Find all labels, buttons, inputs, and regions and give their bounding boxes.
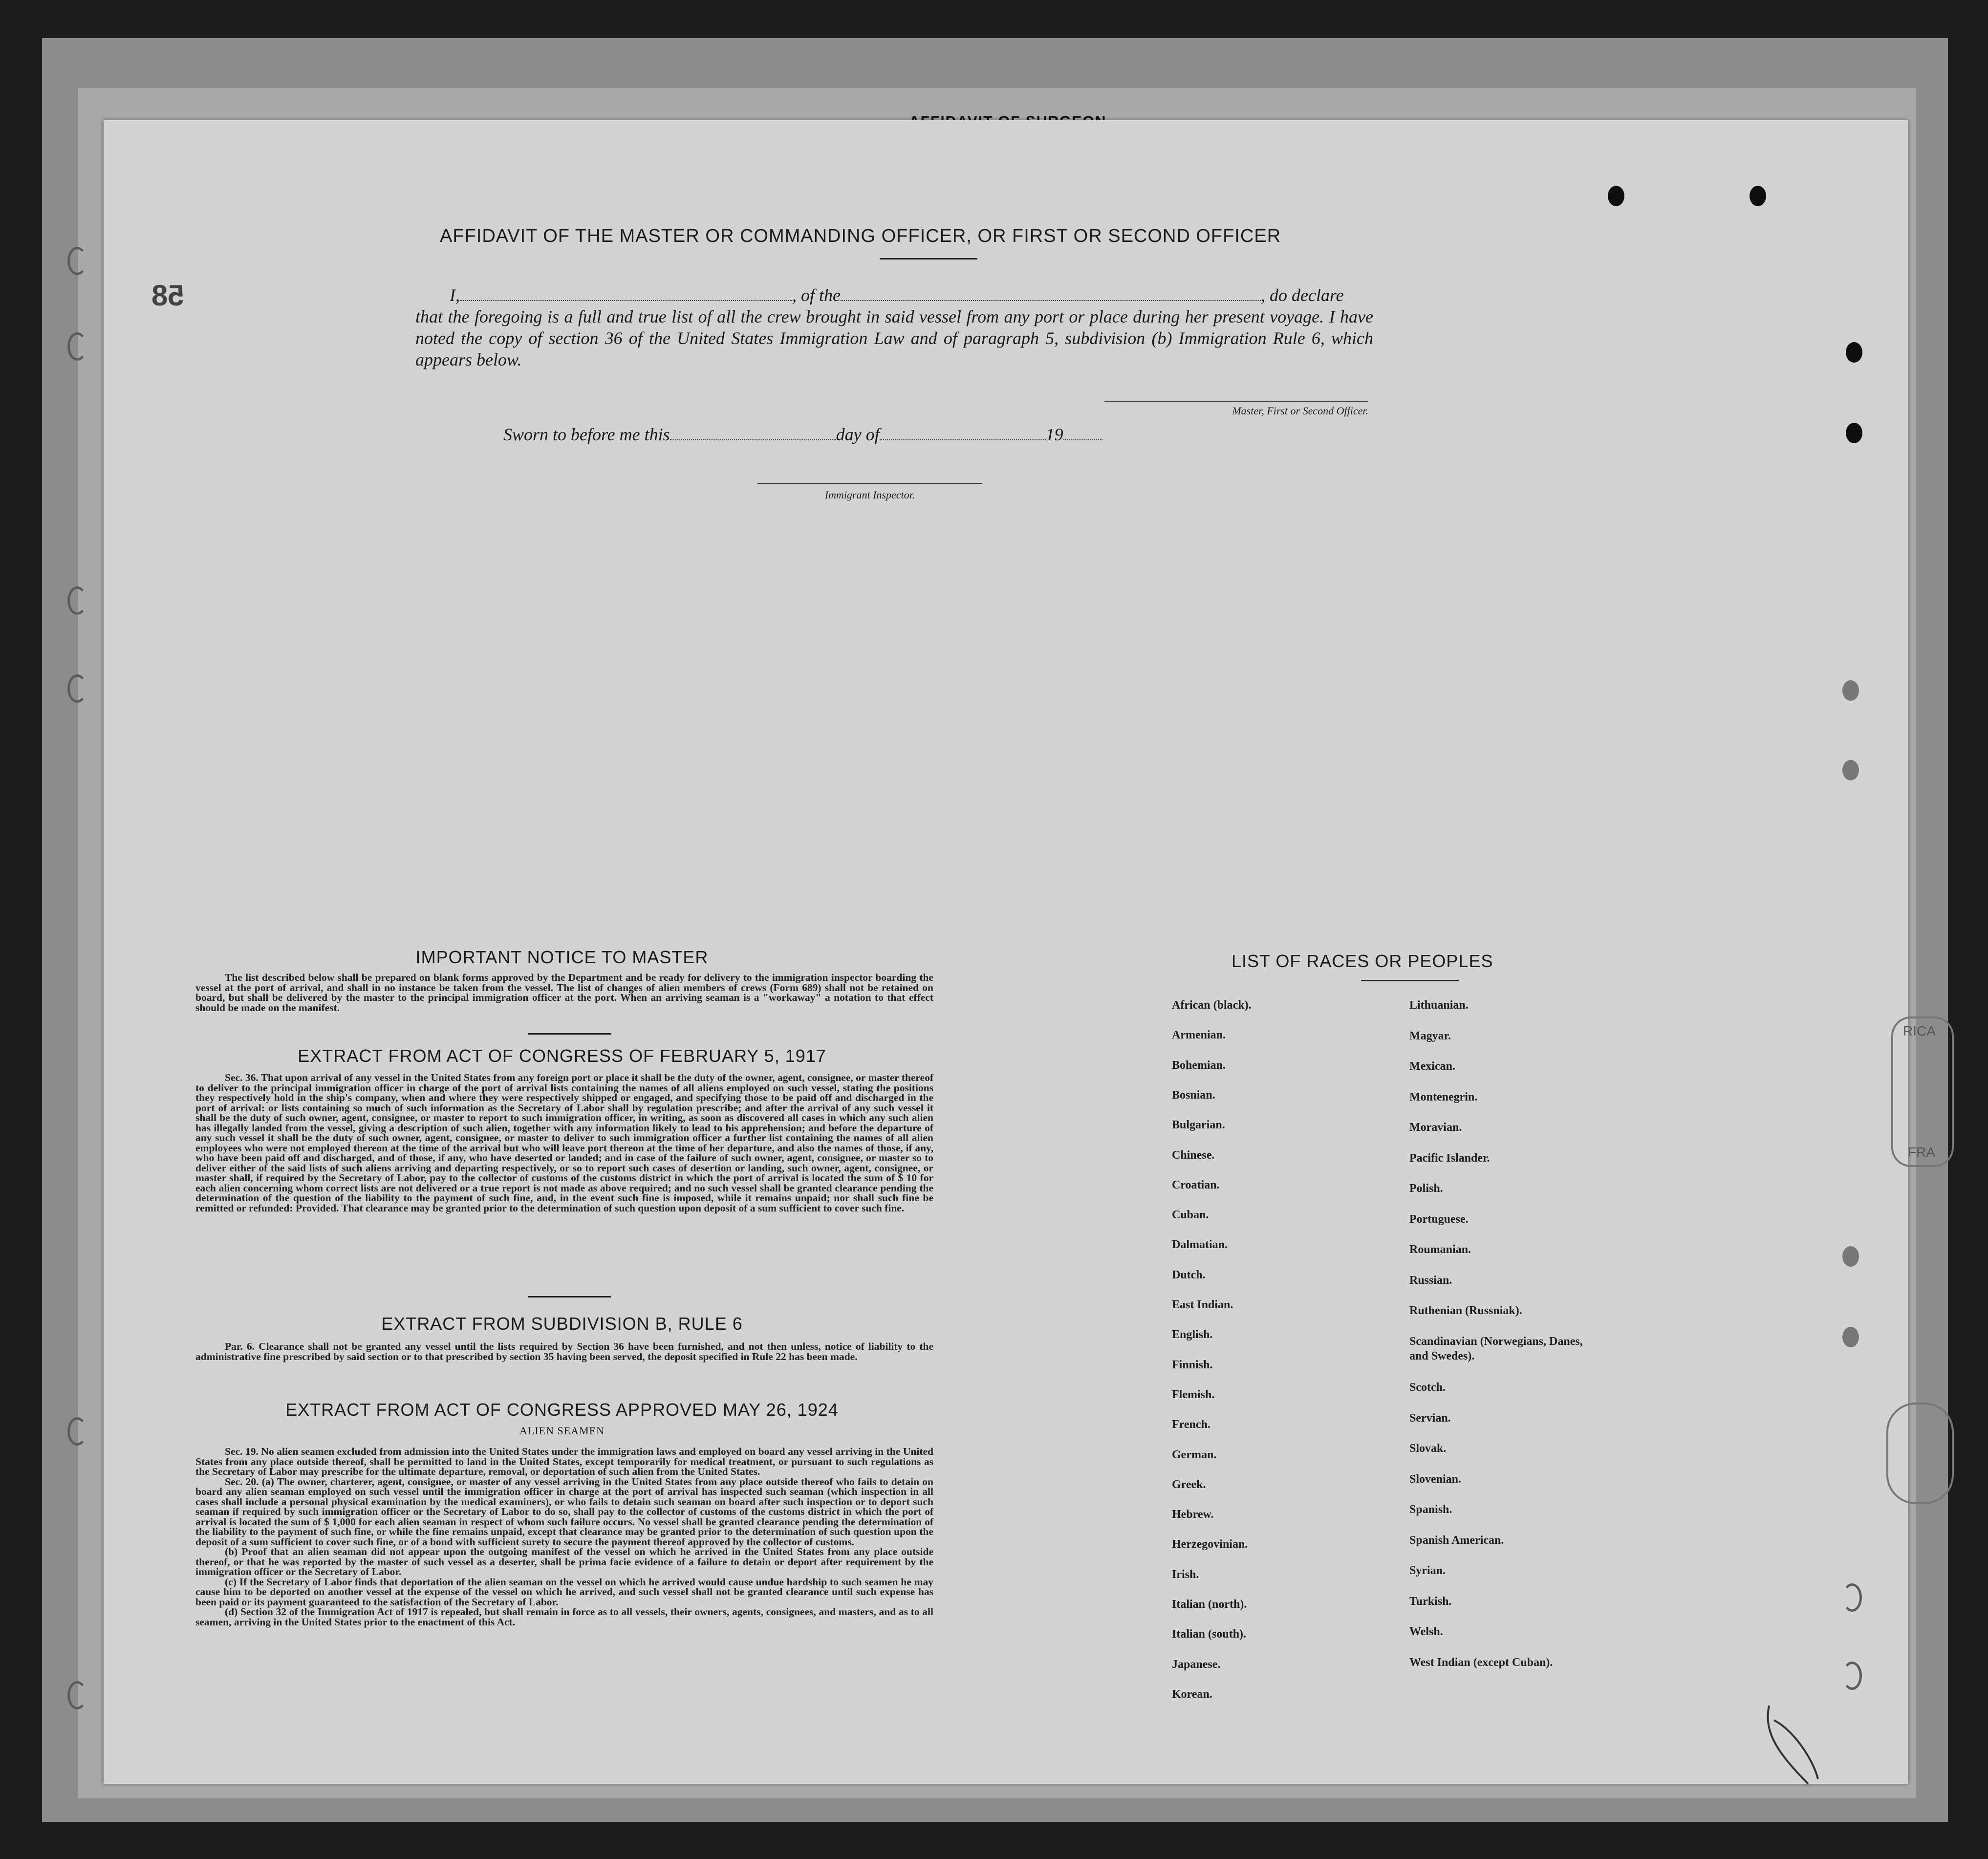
extract-rule6-paragraph: Par. 6. Clearance shall not be granted any vessel until the lists required by Section 36 have been furnished, and not then unless, notice of liability to the administrative fine prescribed by said section or to that prescribed by section 35 having been served, the deposit specified in Rule 22 has been made.	[195, 1340, 933, 1362]
race-item: Cuban.	[1172, 1209, 1209, 1222]
race-item: English.	[1172, 1328, 1213, 1341]
extract-1917-title: EXTRACT FROM ACT OF CONGRESS OF FEBRUARY 5, 1917	[298, 1046, 826, 1066]
punch-hole	[1846, 342, 1862, 363]
declaration-body: that the foregoing is a full and true list of all the crew brought in said vessel from any port or place during her present voyage. I have noted the copy of section 36 of the United States Immigration Law and of paragraph 5, subdivision (b) Immigration Rule 6, which appears below.	[415, 307, 1373, 369]
extract-rule6-title: EXTRACT FROM SUBDIVISION B, RULE 6	[381, 1314, 743, 1334]
punch-hole	[1750, 186, 1766, 206]
binder-ring	[67, 586, 87, 615]
stamp-text-bottom: FRA	[1908, 1145, 1935, 1160]
race-item: Italian (south).	[1172, 1628, 1247, 1641]
race-item: Bohemian.	[1172, 1059, 1226, 1072]
race-item: Slovak.	[1409, 1442, 1447, 1455]
race-item: Korean.	[1172, 1687, 1212, 1701]
race-item: Moravian.	[1409, 1121, 1462, 1134]
sworn-year-blank[interactable]	[1063, 439, 1102, 440]
race-item: Croatian.	[1172, 1178, 1220, 1191]
title-underline	[880, 258, 977, 259]
extract-1924-sec20c: (c) If the Secretary of Labor finds that deportation of the alien seaman on the vessel on which he arrived would cause undue hardship to such seamen he may cause him to be deported on another vessel at the expense of the vessel on which he arrived, and such vessel shall not be granted clearance until such expense has been paid or its payment guaranteed to the satisfaction of the Secretary of Labor.	[195, 1576, 933, 1608]
binder-ring	[67, 1417, 87, 1446]
sworn-month-blank[interactable]	[880, 439, 1046, 440]
race-item: West Indian (except Cuban).	[1409, 1656, 1553, 1669]
race-item: Scandinavian (Norwegians, Danes, and Swedes).	[1409, 1335, 1583, 1362]
punch-hole	[1842, 680, 1859, 701]
races-title: LIST OF RACES OR PEOPLES	[1232, 951, 1493, 971]
sworn-day-blank[interactable]	[670, 439, 836, 440]
signature-mark	[1754, 1701, 1833, 1789]
race-item: Spanish.	[1409, 1503, 1452, 1516]
notice-text	[195, 973, 933, 1013]
race-item: Flemish.	[1172, 1388, 1215, 1401]
section-divider	[528, 1033, 611, 1035]
race-item: Dutch.	[1172, 1268, 1206, 1281]
binder-ring	[67, 332, 87, 361]
race-item: Finnish.	[1172, 1358, 1213, 1371]
extract-rule6-text	[195, 1341, 933, 1362]
race-item: Armenian.	[1172, 1029, 1226, 1042]
sworn-year-label: 19	[1045, 425, 1063, 444]
race-item: Hebrew.	[1172, 1508, 1214, 1521]
race-item: Slovenian.	[1409, 1472, 1462, 1486]
race-item: Irish.	[1172, 1568, 1199, 1581]
race-item: Bulgarian.	[1172, 1119, 1225, 1132]
race-item: Ruthenian (Russniak).	[1409, 1304, 1522, 1317]
races-title-underline	[1361, 980, 1459, 981]
binder-ring	[67, 1681, 87, 1709]
race-item: French.	[1172, 1418, 1210, 1431]
race-item: Mexican.	[1409, 1060, 1455, 1073]
stamp-text-top: RICA	[1903, 1023, 1936, 1038]
extract-1924-title: EXTRACT FROM ACT OF CONGRESS APPROVED MAY 26, 1924	[285, 1400, 839, 1420]
extract-1924-sec20a: Sec. 20. (a) The owner, charterer, agent, consignee, or master of any vessel arriving in the United States from any place outside thereof who fails to detain on board any alien seaman employed on such vessel until the immigration officer in charge at the port of arrival has inspected such seaman (which inspection in all cases shall include a personal physical examination by the medical examiners), or who fails to detain such seaman on board after such inspection or to deport such seaman if required by such immigration officer or the Secretary of Labor to do so, shall pay to the collector of customs of the customs district in which the port of arrival is located the sum of $ 1,000 for each alien seaman in respect of whom such failure occurs. No vessel shall be granted clearance pending the determination of the liability to the payment of such fine, or while the fine remains unpaid, except that clearance may be granted prior to the determination of such question upon the deposit of a sum sufficient to cover such fine, or of a bond with sufficient surety to secure the payment thereof approved by the collector of customs.	[195, 1475, 933, 1548]
race-item: Welsh.	[1409, 1625, 1443, 1638]
extract-1924-subtitle: ALIEN SEAMEN	[519, 1425, 605, 1437]
affidavit-title: AFFIDAVIT OF THE MASTER OR COMMANDING OFFICER, OR FIRST OR SECOND OFFICER	[440, 226, 1281, 246]
race-item: Roumanian.	[1409, 1243, 1471, 1256]
inspector-signature-label: Immigrant Inspector.	[757, 483, 982, 501]
race-item: Polish.	[1409, 1182, 1443, 1195]
punch-hole	[1846, 423, 1862, 443]
race-item: Greek.	[1172, 1478, 1206, 1491]
declaration-do-declare: , do declare	[1260, 285, 1344, 305]
name-blank[interactable]	[460, 300, 792, 301]
punch-hole	[1842, 760, 1859, 780]
race-item: Syrian.	[1409, 1564, 1446, 1577]
declaration-first-line	[415, 284, 1373, 306]
affidavit-declaration	[415, 284, 1373, 370]
race-item: Dalmatian.	[1172, 1238, 1228, 1252]
extract-1924-sec20d: (d) Section 32 of the Immigration Act of 1917 is repealed, but shall remain in force as to all vessels, their owners, agents, consignees, and masters, and as to all seamen, arriving in the United States prior to the enactment of this Act.	[195, 1606, 933, 1628]
race-item: Italian (north).	[1172, 1598, 1247, 1611]
sworn-day-label: day of	[836, 425, 880, 444]
race-item: Magyar.	[1409, 1029, 1451, 1042]
extract-1924-text	[195, 1447, 933, 1627]
declaration-of-the: , of the	[792, 285, 841, 305]
extract-1917-text	[195, 1073, 933, 1213]
binder-ring	[67, 674, 87, 703]
section-divider	[528, 1296, 611, 1297]
race-item: Portuguese.	[1409, 1212, 1469, 1226]
race-item: Bosnian.	[1172, 1088, 1215, 1102]
sworn-line	[503, 424, 1102, 445]
seal-stamp	[1891, 1016, 1954, 1167]
punch-hole	[1842, 1327, 1859, 1347]
binder-ring	[67, 247, 87, 275]
notice-title: IMPORTANT NOTICE TO MASTER	[415, 947, 709, 967]
vessel-blank[interactable]	[841, 300, 1261, 301]
extract-1924-sec20b: (b) Proof that an alien seaman did not appear upon the outgoing manifest of the vessel on which he arrived in the United States from any place outside thereof, or that he was reported by the master of such vessel as a deserter, shall be prima facie evidence of a failure to detain or deport after requirement by the immigration officer or the Secretary of Labor.	[195, 1546, 933, 1578]
race-item: Montenegrin.	[1409, 1090, 1478, 1103]
binder-ring	[1842, 1583, 1862, 1612]
race-item: Lithuanian.	[1409, 999, 1469, 1012]
race-item: Russian.	[1409, 1274, 1452, 1287]
sworn-prefix: Sworn to before me this	[503, 425, 670, 444]
extract-1924-sec19: Sec. 19. No alien seamen excluded from admission into the United States under the immigration laws and employed on board any vessel arriving in the United States from any place outside thereof, shall be permitted to land in the United States, except temporarily for medical treatment, or pursuant to such regulations as the Secretary of Labor may prescribe for the ultimate departure, removal, or deportation of such alien from the United States.	[195, 1446, 933, 1477]
margin-number: 58	[151, 279, 184, 312]
race-item: Chinese.	[1172, 1148, 1215, 1162]
race-item: Scotch.	[1409, 1381, 1446, 1394]
race-item: German.	[1172, 1448, 1217, 1461]
race-item: Japanese.	[1172, 1658, 1221, 1671]
punch-hole	[1608, 186, 1624, 206]
punch-hole	[1842, 1246, 1859, 1267]
race-item: Herzegovinian.	[1172, 1538, 1248, 1551]
master-signature-label: Master, First or Second Officer.	[1104, 401, 1368, 417]
race-item: Turkish.	[1409, 1595, 1452, 1608]
race-item: Spanish American.	[1409, 1534, 1504, 1547]
declaration-i: I,	[450, 285, 460, 305]
race-item: Pacific Islander.	[1409, 1151, 1490, 1165]
extract-1917-paragraph: Sec. 36. That upon arrival of any vessel in the United States from any foreign port or place it shall be the duty of the owner, agent, consignee, or master thereof to deliver to the principal immigration officer in charge of the port of arrival lists containing the names of all aliens employed on such vessel, stating the positions they respectively hold in the ship's company, when and where they were respectively shipped or engaged, and specifying those to be paid off and discharged in the port of arrival: or lists containing so much of such information as the Secretary of Labor shall by regulation prescribe; and after the arrival of any such vessel it shall be the duty of such owner, agent, consignee, or master to report to such immigration officer, in writing, as soon as discovered all cases in which any such alien has illegally landed from the vessel, giving a description of such alien, together with any information likely to lead to his apprehension; and before the departure of any such vessel it shall be the duty of such owner, agent, consignee, or master to deliver to such immigration officer a further list containing the names of all alien employees who were not employed thereon at the time of the arrival but who will leave port thereon at the time of her departure, and also the names of those, if any, who have been paid off and discharged, and of those, if any, who have deserted or landed; and in case of the failure of such owner, agent, consignee, or master so to deliver either of the said lists of such aliens arriving and departing respectively, or so to report such cases of desertion or landing, such owner, agent, consignee, or master shall, if required by the Secretary of Labor, pay to the collector of customs of the customs district in which the port of arrival is located the sum of $ 10 for each alien concerning whom correct lists are not delivered or a true report is not made as above required; and no such vessel shall be granted clearance pending the determination of the question of the liability to the payment of such fine, and, in the event such fine is imposed, while it remains unpaid; nor shall such fine be remitted or refunded: Provided. That clearance may be granted prior to the determination of such question upon deposit of a sum sufficient to cover such fine.	[195, 1072, 933, 1214]
notice-paragraph: The list described below shall be prepared on blank forms approved by the Department and be ready for delivery to the immigration inspector boarding the vessel at the port of arrival, and shall in no instance be taken from the vessel. The list of changes of alien members of crews (Form 689) shall not be retained on board, but shall be delivered by the master to the principal immigration officer at the port. When an arriving seaman is a "workaway" a notation to that effect should be made on the manifest.	[195, 972, 933, 1014]
race-item: Servian.	[1409, 1411, 1451, 1425]
round-stamp	[1886, 1403, 1954, 1504]
binder-ring	[1842, 1662, 1862, 1690]
race-item: African (black).	[1172, 999, 1252, 1012]
race-item: East Indian.	[1172, 1298, 1233, 1311]
